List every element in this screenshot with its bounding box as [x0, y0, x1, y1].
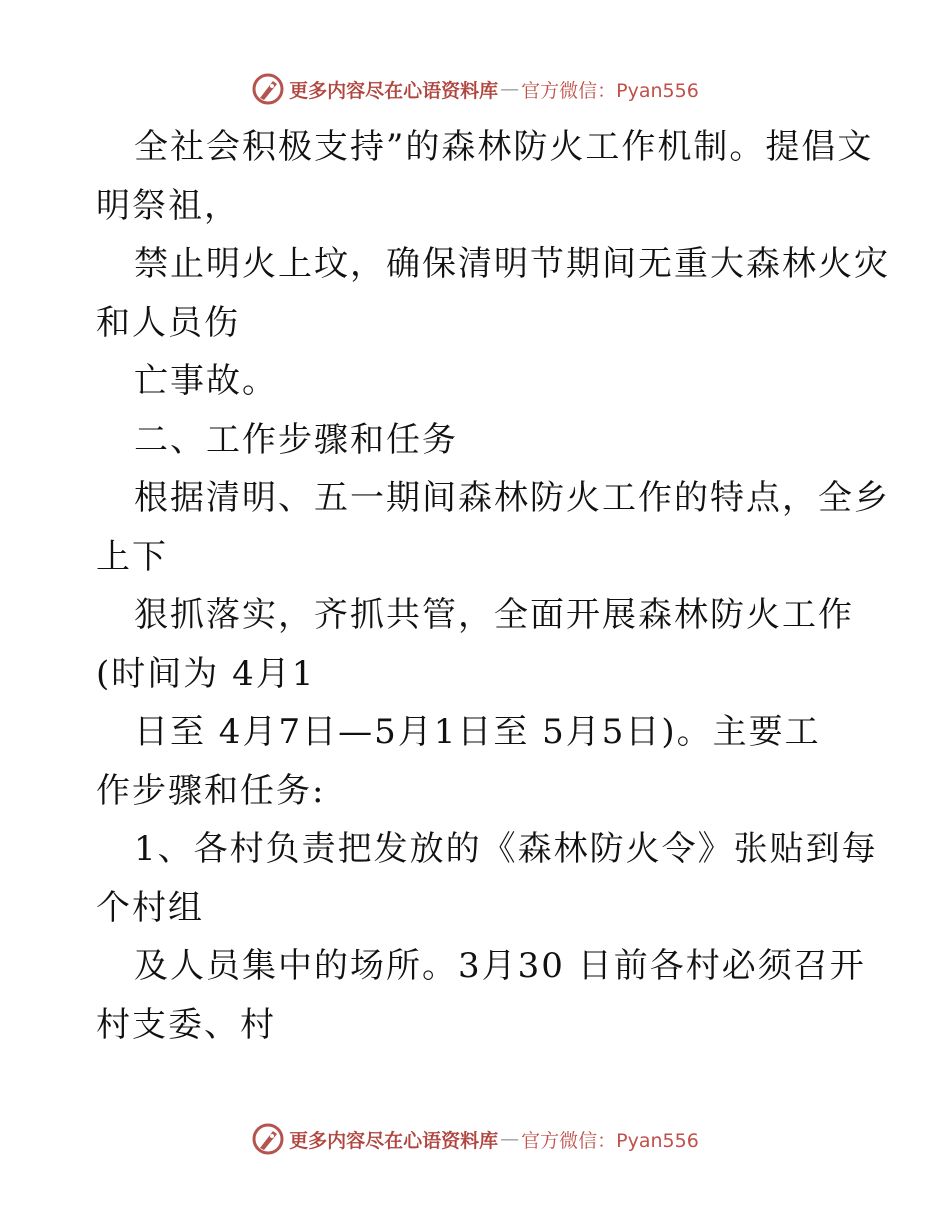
watermark-suffix: 官方微信：Pyan556 [521, 79, 699, 102]
watermark-separator: — [500, 1128, 520, 1150]
footer-watermark [0, 1119, 950, 1159]
text-line: 禁止明火上坟，确保清明节期间无重大森林火灾 [134, 244, 890, 284]
watermark-separator: — [500, 78, 520, 100]
document-body [96, 118, 890, 1054]
text-line: 上下 [96, 536, 168, 577]
text-line: 个村组 [96, 887, 204, 928]
text-line: 日至 4月7日—5月1日至 5月5日)。主要工 [134, 712, 821, 752]
text-line: 明祭祖， [96, 185, 240, 226]
text-line: 全社会积极支持”的森林防火工作机制。提倡文 [134, 127, 874, 167]
watermark-brand: 更多内容尽在心语资料库 [289, 79, 499, 102]
text-line: 亡事故。 [134, 361, 278, 401]
text-line: 根据清明、五一期间森林防火工作的特点，全乡 [134, 478, 890, 518]
text-line: 作步骤和任务: [96, 770, 326, 811]
watermark-brand: 更多内容尽在心语资料库 [289, 1129, 499, 1152]
header-watermark [0, 69, 950, 109]
text-line: 及人员集中的场所。3月30 日前各村必须召开 [134, 946, 866, 986]
text-line: (时间为 4月1 [96, 653, 316, 694]
pen-nib-logo-icon [251, 72, 285, 106]
text-line: 村支委、村 [96, 1004, 276, 1045]
pen-nib-logo-icon [251, 1122, 285, 1156]
watermark-suffix: 官方微信：Pyan556 [521, 1129, 699, 1152]
text-line: 1、各村负责把发放的《森林防火令》张贴到每 [134, 829, 878, 869]
text-line: 和人员伤 [96, 302, 240, 343]
section-heading: 二、工作步骤和任务 [134, 419, 458, 460]
text-line: 狠抓落实，齐抓共管，全面开展森林防火工作 [134, 595, 854, 635]
